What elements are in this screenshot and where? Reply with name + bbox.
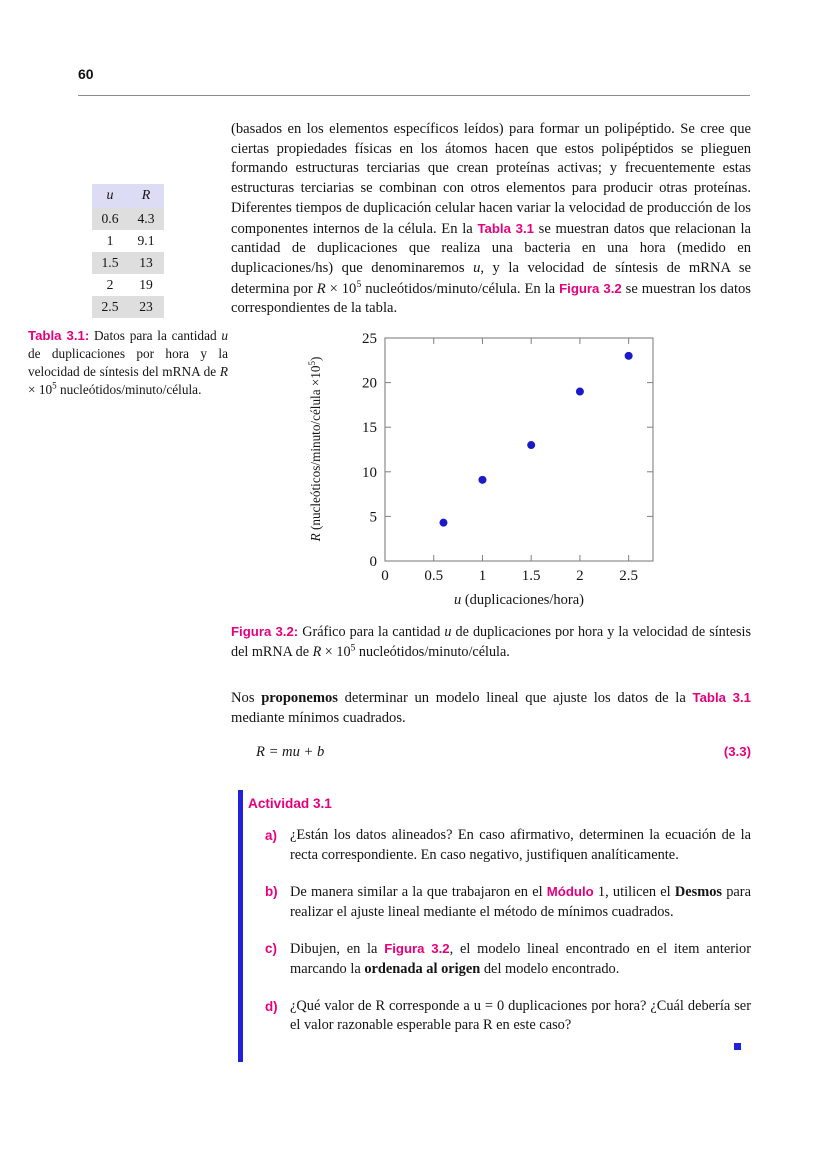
data-table bbox=[92, 184, 164, 318]
leadin-text-c: mediante mínimos cuadrados. bbox=[231, 709, 406, 726]
table-row bbox=[92, 274, 164, 296]
activity-item-c bbox=[263, 939, 751, 979]
activity-item-a-text: ¿Están los datos alineados? En caso afirmativo, determinen la ecuación de la recta correspondiente. En caso negativo, justifiquen analíticamente. bbox=[290, 827, 751, 863]
figure-caption-text-2: de duplicaciones por hora y la velocidad de síntesis del mRNA de bbox=[231, 624, 751, 660]
chart-xtick-label: 0.5 bbox=[424, 568, 444, 584]
activity-item-b-text-a: De manera similar a la que trabajaron en el bbox=[290, 884, 547, 901]
equation-body: R = mu + b bbox=[256, 744, 325, 760]
table-caption-label: Tabla 3.1: bbox=[28, 328, 90, 343]
chart-point bbox=[527, 441, 535, 449]
activity-item-a bbox=[263, 826, 751, 865]
equation-number: (3.3) bbox=[723, 744, 751, 759]
chart-ytick-label: 10 bbox=[362, 464, 377, 481]
activity-item-d-text: ¿Qué valor de R corresponde a u = 0 duplicaciones por hora? ¿Cuál debería ser el valor razonable esperable para R en este caso? bbox=[290, 997, 751, 1034]
activity-title: Actividad 3.1 bbox=[248, 796, 332, 811]
figure-caption-label: Figura 3.2: bbox=[231, 624, 299, 639]
table-row bbox=[92, 252, 164, 274]
reference-figura-3-2: Figura 3.2 bbox=[559, 280, 622, 296]
table-cell-u: 0.6 bbox=[92, 208, 128, 230]
table-row bbox=[92, 296, 164, 318]
leadin-text-b: determinar un modelo lineal que ajuste los datos de la bbox=[337, 690, 693, 706]
table-header-row bbox=[92, 184, 164, 208]
body-text-a: (basados en los elementos específicos leídos) para formar un polipéptido. Se cree que ciertas propiedades físicas en los átomos hacen que estos polipéptidos se plieguen formando estructuras terciarias que crean proteínas activas; y frecuentemente estas estructuras terciarias se combinan con otros elementos para producir otras proteínas. Diferentes tiempos de duplicación celular hacen variar la velocidad de producción de los componentes internos de la célula. En la bbox=[231, 121, 751, 237]
activity-item-b-bold: Desmos bbox=[674, 884, 723, 901]
table-caption-text-2: de duplicaciones por hora y la velocidad de síntesis del mRNA de bbox=[28, 346, 228, 379]
table-caption-times: × 10 bbox=[28, 382, 53, 397]
table-caption-exponent: 5 bbox=[52, 380, 57, 391]
activity-side-bar bbox=[238, 790, 243, 1062]
figure-caption-exponent: 5 bbox=[350, 641, 356, 653]
page-number: 60 bbox=[78, 66, 94, 82]
body-exponent: 5 bbox=[356, 278, 362, 290]
chart-ytick-label: 25 bbox=[362, 331, 377, 347]
activity-item-list bbox=[263, 826, 751, 1053]
chart-xtick-label: 1.5 bbox=[521, 568, 541, 584]
body-times: × 10 bbox=[325, 280, 357, 297]
activity-item-c-text-c: del modelo encontrado. bbox=[480, 960, 620, 977]
chart-ticks bbox=[385, 338, 653, 561]
figure-caption bbox=[231, 622, 751, 662]
table-row bbox=[92, 230, 164, 252]
table-cell-u: 1.5 bbox=[92, 252, 128, 274]
chart-data-points bbox=[439, 352, 632, 527]
table-cell-u: 2.5 bbox=[92, 296, 128, 318]
table-cell-R: 4.3 bbox=[128, 208, 164, 230]
chart-xtick-label: 1 bbox=[478, 568, 487, 584]
activity-box bbox=[238, 790, 751, 1062]
table-cell-R: 19 bbox=[139, 277, 153, 292]
chart-ytick-label: 0 bbox=[369, 554, 377, 570]
table-header-u: u bbox=[92, 184, 128, 208]
chart-frame bbox=[385, 338, 653, 561]
body-text-d: nucleótidos/minuto/célula. En la bbox=[361, 280, 560, 297]
chart-xtick-label: 2 bbox=[576, 568, 584, 584]
body-text-b: se muestran datos que relacionan la cantidad de duplicaciones que realiza una bacteria en una hora (medido en duplicaciones/hs) que denominaremos bbox=[231, 220, 751, 276]
table-caption-text-1: Datos para la cantidad bbox=[89, 328, 222, 343]
reference-figura-3-2: Figura 3.2 bbox=[384, 941, 450, 957]
table-cell-R: 9.1 bbox=[137, 233, 155, 248]
figure-caption-times: × 10 bbox=[321, 643, 351, 660]
body-var-u: u bbox=[473, 259, 481, 276]
chart-ytick-label: 20 bbox=[362, 375, 377, 392]
activity-item-b bbox=[263, 882, 751, 922]
activity-marker-d: d) bbox=[265, 998, 278, 1014]
activity-item-b-text-b: 1, utilicen el bbox=[593, 884, 675, 901]
chart-xlabel: u (duplicaciones/hora) bbox=[453, 592, 585, 608]
equation-block bbox=[231, 744, 751, 766]
chart-svg bbox=[300, 325, 670, 615]
activity-item-d bbox=[263, 997, 751, 1036]
chart-point bbox=[576, 388, 584, 396]
reference-tabla-3-1: Tabla 3.1 bbox=[692, 690, 751, 705]
data-table-wrapper bbox=[92, 184, 164, 318]
table-cell-R: 13 bbox=[128, 252, 164, 274]
activity-item-b-text-c: para realizar el ajuste lineal mediante el método de mínimos cuadrados. bbox=[290, 884, 751, 920]
chart-xtick-label: 0 bbox=[381, 568, 389, 584]
scatter-chart bbox=[300, 325, 670, 615]
body-var-R: R bbox=[316, 280, 326, 297]
chart-point bbox=[625, 352, 633, 360]
activity-item-c-text-a: Dibujen, en la bbox=[290, 941, 385, 958]
body-text-c: , y la velocidad de síntesis de mRNA se determina por bbox=[231, 259, 751, 297]
reference-tabla-3-1: Tabla 3.1 bbox=[477, 220, 534, 236]
chart-point bbox=[478, 476, 486, 484]
table-cell-u: 1 bbox=[106, 233, 114, 248]
body-paragraph bbox=[231, 120, 751, 319]
chart-tick-labels bbox=[362, 331, 638, 584]
table-caption-text-3: nucleótidos/minuto/célula. bbox=[56, 382, 202, 397]
chart-ylabel: R (nucleóticos/minuto/célula $\times 10^5$) bbox=[307, 356, 323, 542]
chart-ytick-label: 5 bbox=[369, 509, 377, 526]
table-cell-u: 2 bbox=[106, 277, 114, 292]
table-cell-R: 23 bbox=[128, 296, 164, 318]
figure-caption-text-1: Gráfico para la cantidad bbox=[298, 624, 445, 640]
chart-point bbox=[439, 519, 447, 527]
activity-marker-b: b) bbox=[265, 884, 278, 900]
figure-caption-var-u: u bbox=[444, 624, 452, 640]
reference-modulo: Módulo bbox=[546, 884, 594, 900]
leadin-bold: proponemos bbox=[261, 690, 338, 706]
activity-item-c-bold: ordenada al origen bbox=[364, 960, 481, 977]
table-header-R: R bbox=[128, 184, 164, 208]
table-row bbox=[92, 208, 164, 230]
table-caption-var-u: u bbox=[221, 328, 228, 343]
activity-item-c-text-b: , el modelo lineal encontrado en el item anterior marcando la bbox=[290, 941, 751, 977]
table-caption bbox=[28, 327, 228, 399]
activity-marker-a: a) bbox=[265, 828, 277, 843]
leadin-text-a: Nos bbox=[231, 690, 262, 706]
body-text-e: se muestran los datos correspondientes de la tabla. bbox=[231, 280, 751, 317]
chart-xtick-label: 2.5 bbox=[619, 568, 639, 584]
table-caption-var-R: R bbox=[219, 364, 228, 379]
header-rule bbox=[78, 95, 750, 96]
figure-caption-text-3: nucleótidos/minuto/célula. bbox=[355, 643, 510, 660]
end-of-activity-marker bbox=[734, 1043, 741, 1050]
activity-marker-c: c) bbox=[265, 941, 277, 957]
chart-ytick-label: 15 bbox=[362, 420, 377, 437]
figure-caption-var-R: R bbox=[312, 643, 322, 660]
leadin-paragraph bbox=[231, 688, 751, 728]
